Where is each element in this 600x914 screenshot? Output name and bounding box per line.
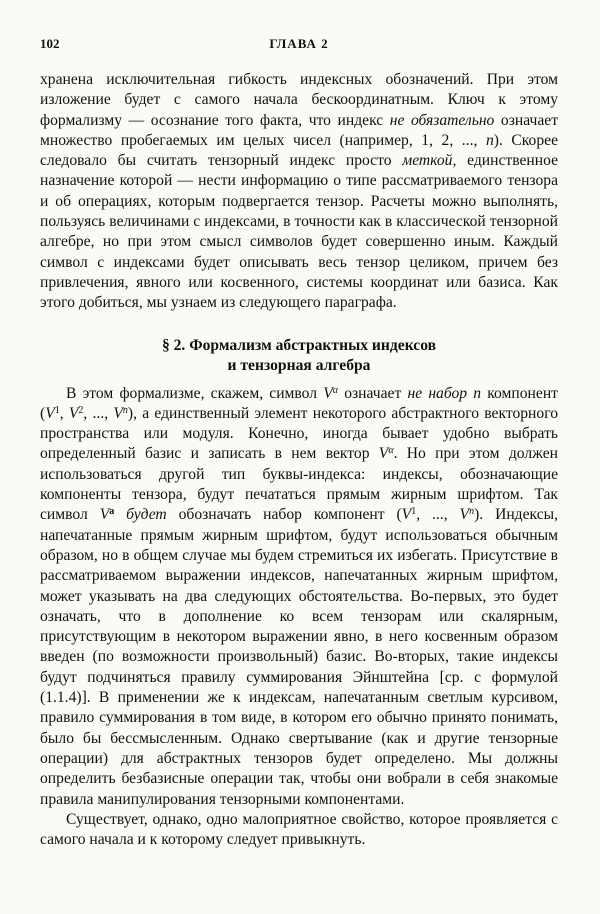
page-number: 102 bbox=[40, 36, 60, 51]
paragraph-3: Существует, однако, одно малоприятное свойство, которое проявляется с самого начала и к которому следует привыкнуть. bbox=[40, 810, 558, 849]
paragraph-1: хранена исключительная гибкость индексных обозначений. При этом изложение будет с самого начала бескоординатным. Ключ к этому формализму — осознание того факта, что индекс не обязательно означает множество пробегаемых им целых чисел (например, 1, 2, ..., n). Скорее следовало бы считать тензорный индекс просто меткой, единственное назначение которой — нести информацию о типе рассматриваемого тензора и об операциях, которым подвергается тензор. Расчеты можно выполнять, пользуясь величинами с индексами, в точности как в классической тензорной алгебре, но при этом смысл символов будет совершенно иным. Каждый символ с индексами будет описывать весь тензор целиком, причем без привлечения, явного или косвенного, системы координат или базиса. Как этого добиться, мы узнаем из следующего параграфа. bbox=[40, 71, 559, 312]
section-heading-line-2: и тензорная алгебра bbox=[227, 356, 371, 374]
book-page bbox=[40, 36, 558, 850]
page-body bbox=[40, 70, 558, 850]
chapter-title: ГЛАВА 2 bbox=[269, 36, 329, 51]
paragraph-2: В этом формализме, скажем, символ $V^\alpha$ означает не набор n компонент ($V^1$, $V^2$, ..., $V^n$), а единственный элемент некоторого абстрактного векторного пространства или модуля. Конечно, иногда бывает удобно выбрать определенный базис и записать в нем вектор $V^\alpha$. Но при этом должен использоваться другой тип буквы-индекса: индексы, обозначающие компоненты тензора, будут печататься прямым жирным шрифтом. Так символ $V^a$ будет обозначать набор компонент ($V^1$, ..., $V^n$). Индексы, напечатанные прямым жирным шрифтом, будут использоваться обычным образом, но в общем случае мы будем стремиться их избегать. Присутствие в рассматриваемом выражении индексов, напечатанных жирным шрифтом, может указывать на два следующих обстоятельства. Во-первых, это будет означать, что в дополнение ко всем тензорам или скалярным, присутствующим в некотором выражении явно, в него косвенным образом введен (по возможности произвольный) базис. Во-вторых, такие индексы будут подчиняться правилу суммирования Эйнштейна [ср. с формулой (1.1.4)]. В применении же к индексам, напечатанным светлым курсивом, правило суммирования в том виде, в котором его обычно принято понимать, было бы бессмысленным. Однако свертывание (как и другие тензорные операции) для абстрактных тензоров будет определено. Мы должны определить безбазисные операции так, чтобы они вобрали в себя знакомые правила манипулирования тензорными компонентами. bbox=[40, 384, 559, 808]
section-heading-line-1: § 2. Формализм абстрактных индексов bbox=[161, 336, 437, 354]
running-header bbox=[40, 36, 558, 56]
section-heading bbox=[40, 336, 558, 376]
